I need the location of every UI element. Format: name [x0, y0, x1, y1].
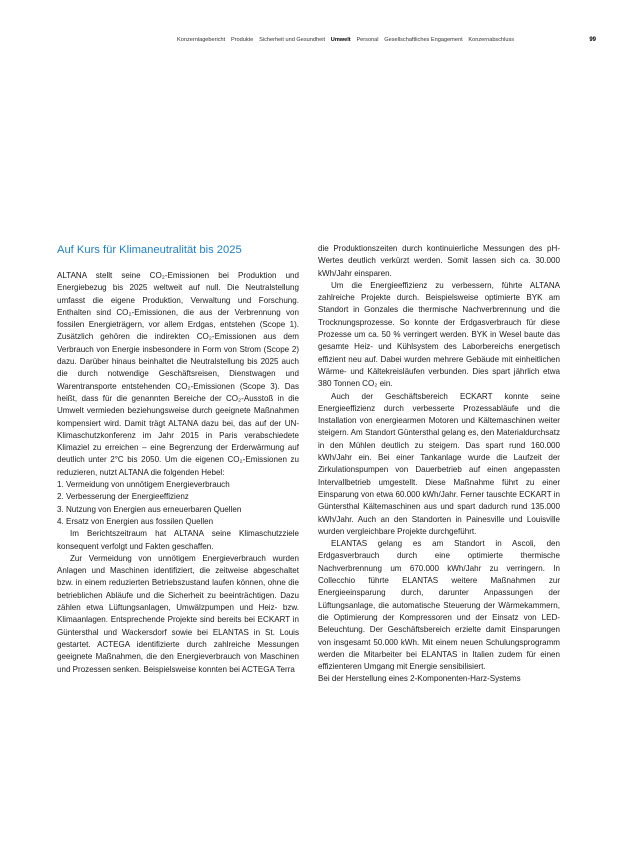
nav-item-personal[interactable]: Personal	[356, 37, 379, 43]
nav-item-umwelt[interactable]: Umwelt	[330, 37, 351, 43]
nav-item-konzernabschluss[interactable]: Konzernabschluss	[468, 37, 515, 43]
list-item: 3. Nutzung von Energien aus erneuerbaren Quellen	[57, 504, 242, 514]
nav-item-sicherheit[interactable]: Sicherheit und Gesundheit	[259, 37, 326, 43]
paragraph: die Produktionszeiten durch kontinuierliche Messungen des pH-Wertes deutlich verkürzt werden. Somit lassen sich ca. 30.000 kWh/Jahr einsparen.	[318, 244, 560, 278]
page-header	[177, 37, 596, 47]
list-item: 2. Verbesserung der Energieeffizienz	[57, 492, 189, 502]
paragraph: ELANTAS gelang es am Standort in Ascoli, den Erdgasverbrauch durch eine optimierte thermische Nachverbrennung um 670.000 kWh/Jahr zu verringern. In Collecchio führte ELANTAS weitere Maßnahmen zur Energieeinsparung durch, darunter Anpassungen der Lüftungsanlage, die automatische Steuerung der Wärmekammern, die Optimierung der Kompressoren und der Einsatz von LED-Beleuchtung. Der Geschäftsbereich erzielte damit Einsparungen von insgesamt 50.000 kWh. Mit einem neuen Schulungsprogramm werden die Mitarbeiter bei ELANTAS in Italien zudem für einen effizienteren Umgang mit Energie sensibilisiert.	[318, 539, 560, 672]
section-nav	[177, 37, 518, 43]
nav-item-produkte[interactable]: Produkte	[230, 37, 254, 43]
paragraph: Zur Vermeidung von unnötigem Energieverbrauch wurden Anlagen und Maschinen identifiziert, die zeitweise abgeschaltet bzw. in einem reduzierten Betriebszustand laufen können, ohne die betrieblichen Abläufe und die Sicherheit zu beeinträchtigen. Dazu zählen etwa Lüftungsanlagen, Umwälzpumpen und Heiz- bzw. Klimaanlagen. Entsprechende Projekte sind bereits bei ECKART in Güntersthal und Wackersdorf sowie bei ELANTAS in St. Louis gestartet. ACTEGA identifizierte durch zahlreiche Messungen geeignete Maßnahmen, die den Energieverbrauch von Maschinen und Prozessen senken. Beispielsweise konnten bei ACTEGA Terra	[57, 553, 299, 674]
paragraph: Bei der Herstellung eines 2-Komponenten-Harz-Systems	[318, 674, 521, 684]
paragraph: ALTANA stellt seine CO₂-Emissionen bei Produktion und Energiebezug bis 2025 weltweit auf null. Die Neutralstellung umfasst die eigene Produktion, Verwaltung und Forschung. Enthalten sind CO₂-Emissionen, die aus der Verbrennung von fossilen Energieträgern, vor allem Erdgas, entstehen (Scope 1). Zusätzlich gehören die indirekten CO₂-Emissionen aus dem Verbrauch von Energie insbesondere in Form von Strom (Scope 2) dazu. Darüber hinaus beinhaltet die Neutralstellung bis 2025 auch die durch notwendige Geschäftsreisen, Dienstwagen und Warentransporte entstehenden CO₂-Emissionen (Scope 3). Das heißt, dass für die genannten Bereiche der CO₂-Ausstoß in die Umwelt vermieden beziehungsweise durch geeignete Maßnahmen kompensiert wird. Damit trägt ALTANA dazu bei, das auf der UN-Klimaschutzkonferenz im Jahr 2015 in Paris verabschiedete Klimaziel zu erreichen – eine Begrenzung der Erderwärmung auf deutlich unter 2°C bis 2050. Um die eigenen CO₂-Emissionen zu reduzieren, nutzt ALTANA die folgenden Hebel:	[57, 271, 299, 477]
article-column-left	[57, 243, 299, 676]
article-heading: Auf Kurs für Klimaneutralität bis 2025	[57, 244, 242, 256]
list-item: 1. Vermeidung von unnötigem Energieverbrauch	[57, 480, 230, 490]
lever-list	[57, 479, 299, 528]
paragraph: Auch der Geschäftsbereich ECKART konnte seine Energieeffizienz durch verbesserte Prozessabläufe und die Installation von energiearmen Motoren und Kältemaschinen weiter steigern. Am Standort Güntersthal gelang es, den Materialdurchsatz in den Mühlen deutlich zu steigern. Das spart rund 160.000 kWh/Jahr ein. Bei einer Tankanlage wurde die Laufzeit der Zirkulationspumpen von Dauerbetrieb auf einen angepassten Intervallbetrieb umgestellt. Diese Maßnahme führt zu einer Einsparung von etwa 60.000 kWh/Jahr. Ferner tauschte ECKART in Güntersthal Kältemaschinen aus und spart dadurch rund 135.000 kWh/Jahr. Auch an den Standorten in Painesville und Louisville wurden vergleichbare Projekte durchgeführt.	[318, 391, 560, 536]
paragraph: Im Berichtszeitraum hat ALTANA seine Klimaschutzziele konsequent verfolgt und Fakten geschaffen.	[57, 529, 299, 551]
article-column-right	[318, 243, 560, 686]
paragraph: Um die Energieeffizienz zu verbessern, führte ALTANA zahlreiche Projekte durch. Beispielsweise optimierte BYK am Standort in Gonzales die thermische Nachverbrennung und die Trocknungsprozesse. So konnte der Erdgasverbrauch für diese Prozesse um ca. 50 % verringert werden. BYK in Wesel baute das gesamte Heiz- und Kühlsystem des Laborbereichs energetisch effizient neu auf. Dabei wurden mehrere Gebäude mit einheitlichen Wärme- und Kältekreisläufen verbunden. Dies spart jährlich etwa 380 Tonnen CO₂ ein.	[318, 280, 560, 389]
list-item: 4. Ersatz von Energien aus fossilen Quellen	[57, 516, 214, 526]
page-number: 99	[589, 37, 596, 43]
nav-item-engagement[interactable]: Gesellschaftliches Engagement	[384, 37, 463, 43]
nav-item-konzernlagebericht[interactable]: Konzernlagebericht	[177, 37, 226, 43]
